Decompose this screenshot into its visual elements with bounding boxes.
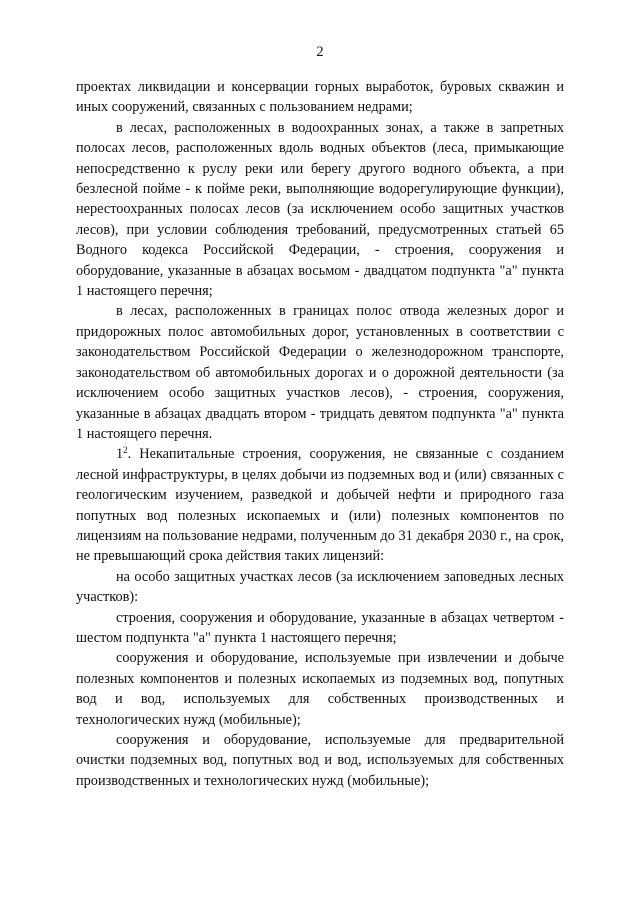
item-number: 1 xyxy=(116,446,124,463)
item-number-superscript: 2 xyxy=(123,445,128,456)
paragraph-continuation: проектах ликвидации и консервации горных выработок, буровых скважин и иных сооружений, связанных с пользованием недрами; xyxy=(76,79,564,116)
paragraph-road-rail-strips: в лесах, расположенных в границах полос отвода железных дорог и придорожных полос автомобильных дорог, установленных в соответствии с законодательством Российской Федерации о железнодорожном транспорте, законодательством об автомобильных дорогах и о дорожной деятельности (за исключением особо защитных участков лесов), - строения, сооружения, указанные в абзацах двадцать втором - тридцать девятом подпункта "а" пункта 1 настоящего перечня. xyxy=(76,303,564,442)
paragraph-structures-equipment: строения, сооружения и оборудование, указанные в абзацах четвертом - шестом подпункта "а" пункта 1 настоящего перечня; xyxy=(76,609,564,646)
paragraph-protected-areas: на особо защитных участках лесов (за исключением заповедных лесных участков): xyxy=(76,568,564,606)
paragraph-pretreatment-equipment: сооружения и оборудование, используемые для предварительной очистки подземных вод, попутных вод и вод, используемых для собственных производственных и технологических нужд (мобильные); xyxy=(76,732,564,789)
document-body xyxy=(76,77,564,791)
paragraph-water-protection-zones: в лесах, расположенных в водоохранных зонах, а также в запретных полосах лесов, расположенных вдоль водных объектов (леса, примыкающие непосредственно к руслу реки или берегу другого водного объекта, а при безлесной пойме - к пойме реки, выполняющие водорегулирующие функции), нерестоохранных полосах лесов (за исключением особо защитных участков лесов), при условии соблюдения требований, предусмотренных статьей 65 Водного кодекса Российской Федерации, - строения, сооружения и оборудование, указанные в абзацах восьмом - двадцатом подпункта "а" пункта 1 настоящего перечня; xyxy=(76,119,564,300)
page-number: 2 xyxy=(316,44,324,60)
paragraph-item-1-2 xyxy=(76,444,564,566)
paragraph-extraction-equipment: сооружения и оборудование, используемые при извлечении и добыче полезных компонентов и полезных ископаемых из подземных вод, попутных вод и вод, используемых для собственных производственных и технологических нужд (мобильные); xyxy=(76,650,564,728)
item-text: . Некапитальные строения, сооружения, не связанные с созданием лесной инфраструктуры, в целях добычи из подземных вод и (или) связанных с геологическим изучением, разведкой и добычей нефти и природного газа попутных вод полезных ископаемых и (или) полезных компонентов по лицензиям на пользование недрами, полученным до 31 декабря 2030 г., на срок, не превышающий срока действия таких лицензий: xyxy=(76,446,564,565)
